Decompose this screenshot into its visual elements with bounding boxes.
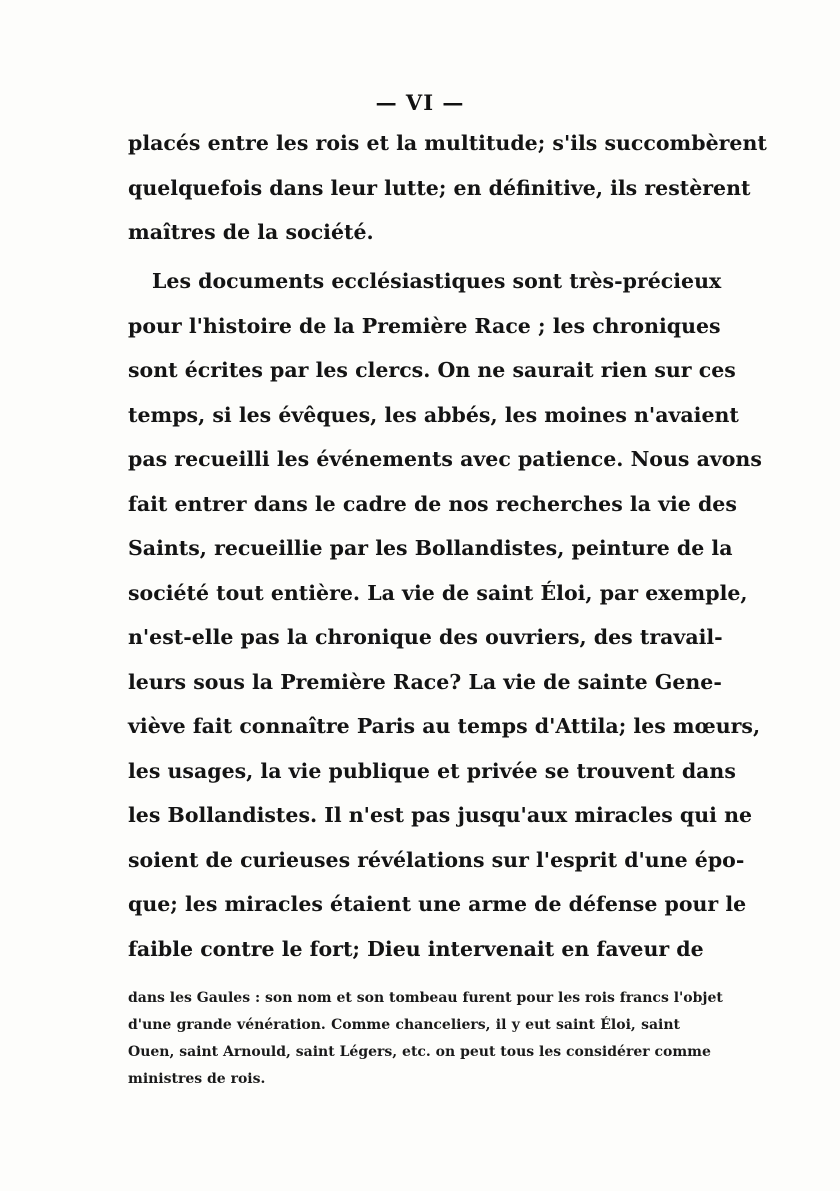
text-line: société tout entière. La vie de saint Éloi, par exemple, [128,580,748,605]
text-line: pas recueilli les événements avec patience. Nous avons [128,447,762,471]
text-line: les usages, la vie publique et privée se trouvent dans [128,758,736,783]
text-line: soient de curieuses révélations sur l'esprit d'une épo- [128,847,745,872]
text-line: leurs sous la Première Race? La vie de sainte Gene- [128,669,722,694]
text-line: quelquefois dans leur lutte; en définitive, ils restèrent [128,175,751,200]
text-line: pour l'histoire de la Première Race ; les chroniques [128,313,721,338]
text-line: n'est-elle pas la chronique des ouvriers, des travail- [128,625,723,649]
text-line: Les documents ecclésiastiques sont très-précieux [152,269,722,293]
footnote-line: ministres de rois. [128,1071,266,1087]
page-number: — VI — [375,90,465,115]
text-line: les Bollandistes. Il n'est pas jusqu'aux miracles qui ne [128,803,753,827]
text-line: viève fait connaître Paris au temps d'Attila; les mœurs, [128,714,761,738]
footnote-line: Ouen, saint Arnould, saint Légers, etc. on peut tous les considérer comme [128,1044,711,1060]
text-line: placés entre les rois et la multitude; s'ils succombèrent [128,131,767,155]
text-line: sont écrites par les clercs. On ne saurait rien sur ces [128,358,736,382]
text-line: que; les miracles étaient une arme de défense pour le [128,892,747,916]
footnote-line: dans les Gaules : son nom et son tombeau furent pour les rois francs l'objet [128,990,723,1006]
footnote-line: d'une grande vénération. Comme chanceliers, il y eut saint Éloi, saint [128,1017,680,1033]
text-line: faible contre le fort; Dieu intervenait en faveur de [128,936,704,961]
text-line: maîtres de la société. [128,220,374,244]
text-line: fait entrer dans le cadre de nos recherches la vie des [128,491,737,516]
text-line: temps, si les évêques, les abbés, les moines n'avaient [128,402,739,427]
text-line: Saints, recueillie par les Bollandistes, peinture de la [128,536,733,560]
